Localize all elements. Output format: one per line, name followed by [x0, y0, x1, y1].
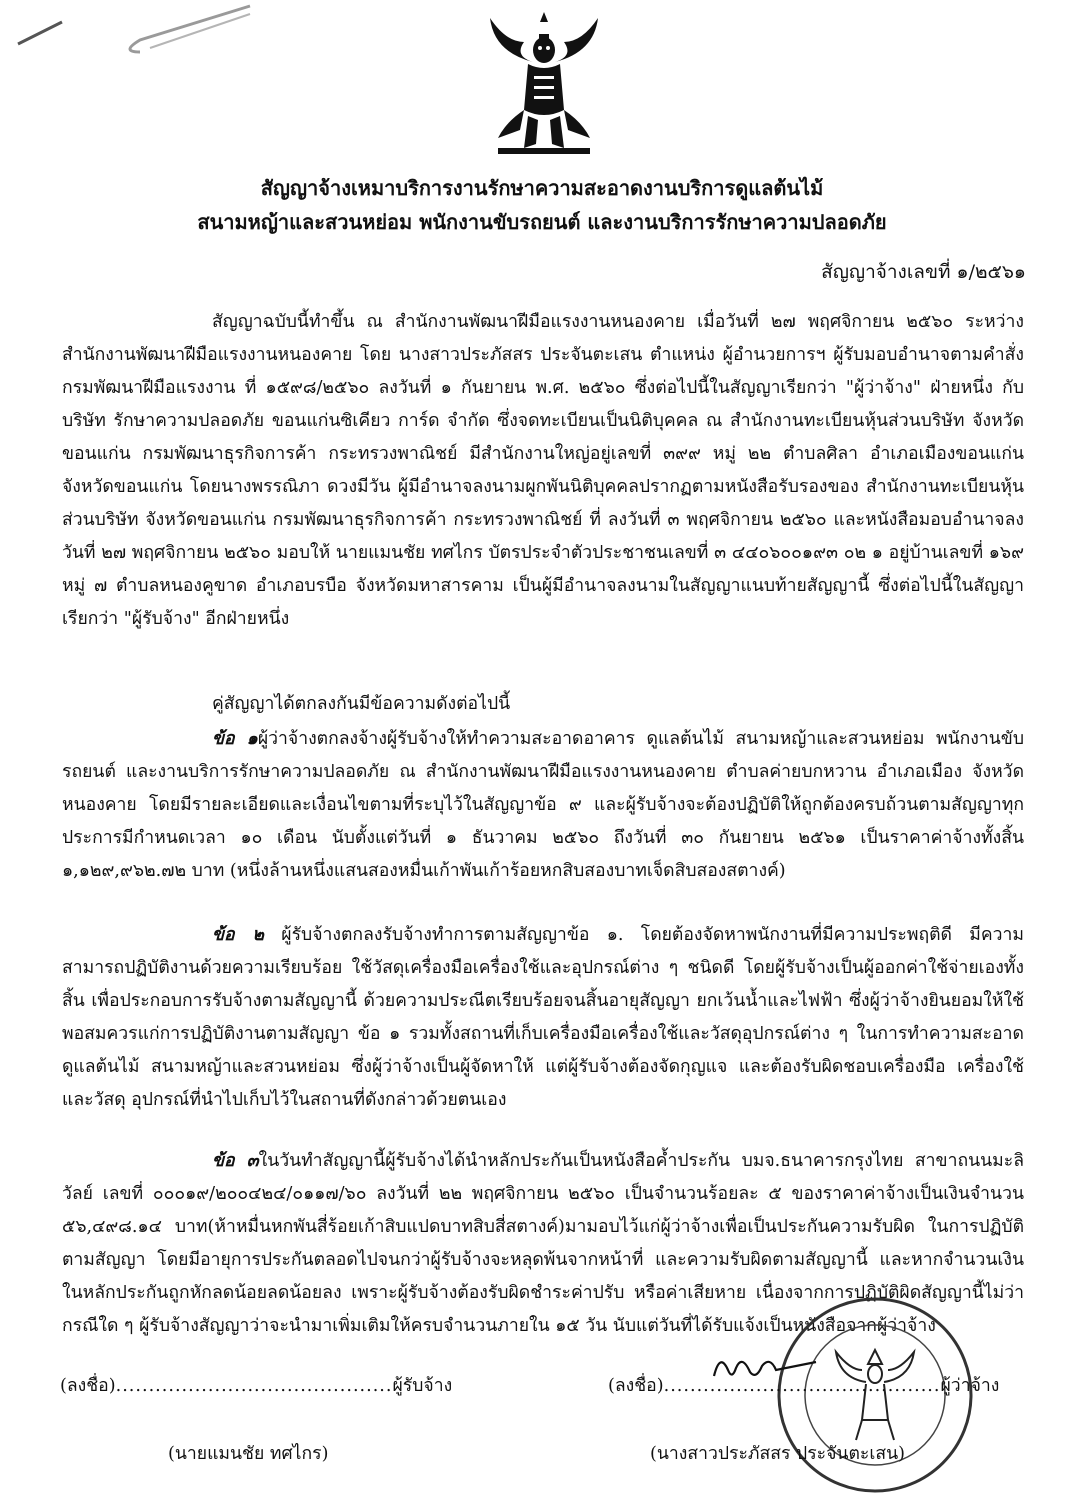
paper-clip-mark — [0, 0, 260, 60]
contractor-name: (นายแมนชัย ทศไกร) — [168, 1444, 329, 1464]
employer-signature-line — [608, 1372, 999, 1400]
clause-1-text: ผู้ว่าจ้างตกลงจ้างผู้รับจ้างให้ทำความสะอาดอาคาร ดูแลต้นไม้ สนามหญ้าและสวนหย่อม พนักงานขับรถยนต์ และงานบริการรักษาความปลอดภัย ณ สำนักงานพัฒนาฝีมือแรงงานหนองคาย ตำบลค่ายบกหวาน อำเภอเมือง จังหวัดหนองคาย โดยมีรายละเอียดและเงื่อนไขตามที่ระบุไว้ในสัญญาข้อ ๙ และผู้รับจ้างจะต้องปฏิบัติให้ถูกต้องครบถ้วนตามสัญญาทุกประการมีกำหนดเวลา ๑๐ เดือน นับตั้งแต่วันที่ ๑ ธันวาคม ๒๕๖๐ ถึงวันที่ ๓๐ กันยายน ๒๕๖๑ เป็นราคาค่าจ้างทั้งสิ้น ๑,๑๒๙,๙๖๒.๗๒ บาท (หนึ่งล้านหนึ่งแสนสองหมื่นเก้าพันเก้าร้อยหกสิบสองบาทเจ็ดสิบสองสตางค์) — [62, 729, 1024, 881]
intro-paragraph: สัญญาฉบับนี้ทำขึ้น ณ สำนักงานพัฒนาฝีมือแรงงานหนองคาย เมื่อวันที่ ๒๗ พฤศจิกายน ๒๕๖๐ ระหว่าง สำนักงานพัฒนาฝีมือแรงงานหนองคาย โดย นางสาวประภัสสร ประจันตะเสน ตำแหน่ง ผู้อำนวยการฯ ผู้รับมอบอำนาจตามคำสั่ง กรมพัฒนาฝีมือแรงงาน ที่ ๑๕๙๘/๒๕๖๐ ลงวันที่ ๑ กันยายน พ.ศ. ๒๕๖๐ ซึ่งต่อไปนี้ในสัญญาเรียกว่า "ผู้ว่าจ้าง" ฝ่ายหนึ่ง กับ บริษัท รักษาความปลอดภัย ขอนแก่นซิเคียว การ์ด จำกัด ซึ่งจดทะเบียนเป็นนิติบุคคล ณ สำนักงานทะเบียนหุ้นส่วนบริษัท จังหวัดขอนแก่น กรมพัฒนาธุรกิจการค้า กระทรวงพาณิชย์ มีสำนักงานใหญ่อยู่เลขที่ ๓๙๙ หมู่ ๒๒ ตำบลศิลา อำเภอเมืองขอนแก่น จังหวัดขอนแก่น โดยนางพรรณิภา ดวงมีวัน ผู้มีอำนาจลงนามผูกพันนิติบุคคลปรากฏตามหนังสือรับรองของ สำนักงานทะเบียนหุ้นส่วนบริษัท จังหวัดขอนแก่น กรมพัฒนาธุรกิจการค้า กระทรวงพาณิชย์ ที่ ลงวันที่ ๓ พฤศจิกายน ๒๕๖๐ และหนังสือมอบอำนาจลงวันที่ ๒๗ พฤศจิกายน ๒๕๖๐ มอบให้ นายแมนชัย ทศไกร บัตรประจำตัวประชาชนเลขที่ ๓ ๔๔๐๖๐๐๑๙๓ ๐๒ ๑ อยู่บ้านเลขที่ ๑๖๙ หมู่ ๗ ตำบลหนองคูขาด อำเภอบรบือ จังหวัดมหาสารคาม เป็นผู้มีอำนาจลงนามในสัญญาแนบท้ายสัญญานี้ ซึ่งต่อไปนี้ในสัญญาเรียกว่า "ผู้รับจ้าง" อีกฝ่ายหนึ่ง — [62, 312, 1024, 629]
clause-2-text: ผู้รับจ้างตกลงรับจ้างทำการตามสัญญาข้อ ๑. โดยต้องจัดหาพนักงานที่มีความประพฤติดี มีความสามารถปฏิบัติงานด้วยความเรียบร้อย ใช้วัสดุเครื่องมือเครื่องใช้และอุปกรณ์ต่าง ๆ ชนิดดี โดยผู้รับจ้างเป็นผู้ออกค่าใช้จ่ายเองทั้งสิ้น เพื่อประกอบการรับจ้างตามสัญญานี้ ด้วยความประณีตเรียบร้อยจนสิ้นอายุสัญญา ยกเว้นน้ำและไฟฟ้า ซึ่งผู้ว่าจ้างยินยอมให้ใช้พอสมควรแก่การปฏิบัติงานตามสัญญา ข้อ ๑ รวมทั้งสถานที่เก็บเครื่องมือเครื่องใช้และวัสดุอุปกรณ์ต่าง ๆ ในการทำความสะอาด ดูแลต้นไม้ สนามหญ้าและสวนหย่อม ซึ่งผู้ว่าจ้างเป็นผู้จัดหาให้ แต่ผู้รับจ้างต้องจัดกุญแจ และต้องรับผิดชอบเครื่องมือ เครื่องใช้และวัสดุ อุปกรณ์ที่นำไปเก็บไว้ในสถานที่ดังกล่าวด้วยตนเอง — [62, 925, 1024, 1110]
contract-number: สัญญาจ้างเลขที่ ๑/๒๕๖๑ — [821, 261, 1026, 283]
employer-role: ผู้ว่าจ้าง — [940, 1376, 1000, 1396]
employer-sign-dots: .......................................... — [663, 1376, 941, 1396]
contractor-sign-dots: .......................................... — [115, 1376, 393, 1396]
clause-1 — [62, 722, 1024, 888]
employer-sign-prefix: (ลงชื่อ) — [608, 1376, 664, 1396]
clause-2 — [62, 918, 1024, 1117]
agreement-line: คู่สัญญาได้ตกลงกันมีข้อความดังต่อไปนี้ — [212, 694, 511, 714]
document-title-line-2: สนามหญ้าและสวนหย่อม พนักงานขับรถยนต์ และงานบริการรักษาความปลอดภัย — [197, 210, 887, 234]
contractor-role: ผู้รับจ้าง — [392, 1376, 453, 1396]
garuda-emblem — [484, 12, 604, 158]
clause-3-label: ข้อ ๓ — [212, 1150, 259, 1171]
contractor-signature-line — [60, 1372, 452, 1400]
clause-1-label: ข้อ ๑ — [212, 728, 258, 749]
contractor-sign-prefix: (ลงชื่อ) — [60, 1376, 116, 1396]
clause-3-text: ในวันทำสัญญานี้ผู้รับจ้างได้นำหลักประกันเป็นหนังสือค้ำประกัน บมจ.ธนาคารกรุงไทย สาขาถนนมะลิวัลย์ เลขที่ ๐๐๐๑๙/๒๐๐๔๒๔/๐๑๑๗/๖๐ ลงวันที่ ๒๒ พฤศจิกายน ๒๕๖๐ เป็นจำนวนร้อยละ ๕ ของราคาค่าจ้างเป็นเงินจำนวน ๕๖,๔๙๘.๑๔ บาท(ห้าหมื่นหกพันสี่ร้อยเก้าสิบแปดบาทสิบสี่สตางค์)มามอบไว้แก่ผู้ว่าจ้างเพื่อเป็นประกันความรับผิด ในการปฏิบัติตามสัญญา โดยมีอายุการประกันตลอดไปจนกว่าผู้รับจ้างจะหลุดพ้นจากหน้าที่ และความรับผิดตามสัญญานี้ และหากจำนวนเงินในหลักประกันถูกหักลดน้อยลดน้อยลง เพราะผู้รับจ้างต้องรับผิดชำระค่าปรับ หรือค่าเสียหาย เนื่องจากการปฏิบัติผิดสัญญานี้ไม่ว่ากรณีใด ๆ ผู้รับจ้างสัญญาว่าจะนำมาเพิ่มเติมให้ครบจำนวนภายใน ๑๕ วัน นับแต่วันที่ได้รับแจ้งเป็นหนังสือจากผู้ว่าจ้าง — [62, 1151, 1024, 1336]
employer-name: (นางสาวประภัสสร ประจันตะเสน) — [650, 1444, 905, 1464]
clause-2-label: ข้อ ๒ — [212, 924, 265, 945]
document-title-line-1: สัญญาจ้างเหมาบริการงานรักษาความสะอาดงานบริการดูแลต้นไม้ — [260, 176, 824, 200]
